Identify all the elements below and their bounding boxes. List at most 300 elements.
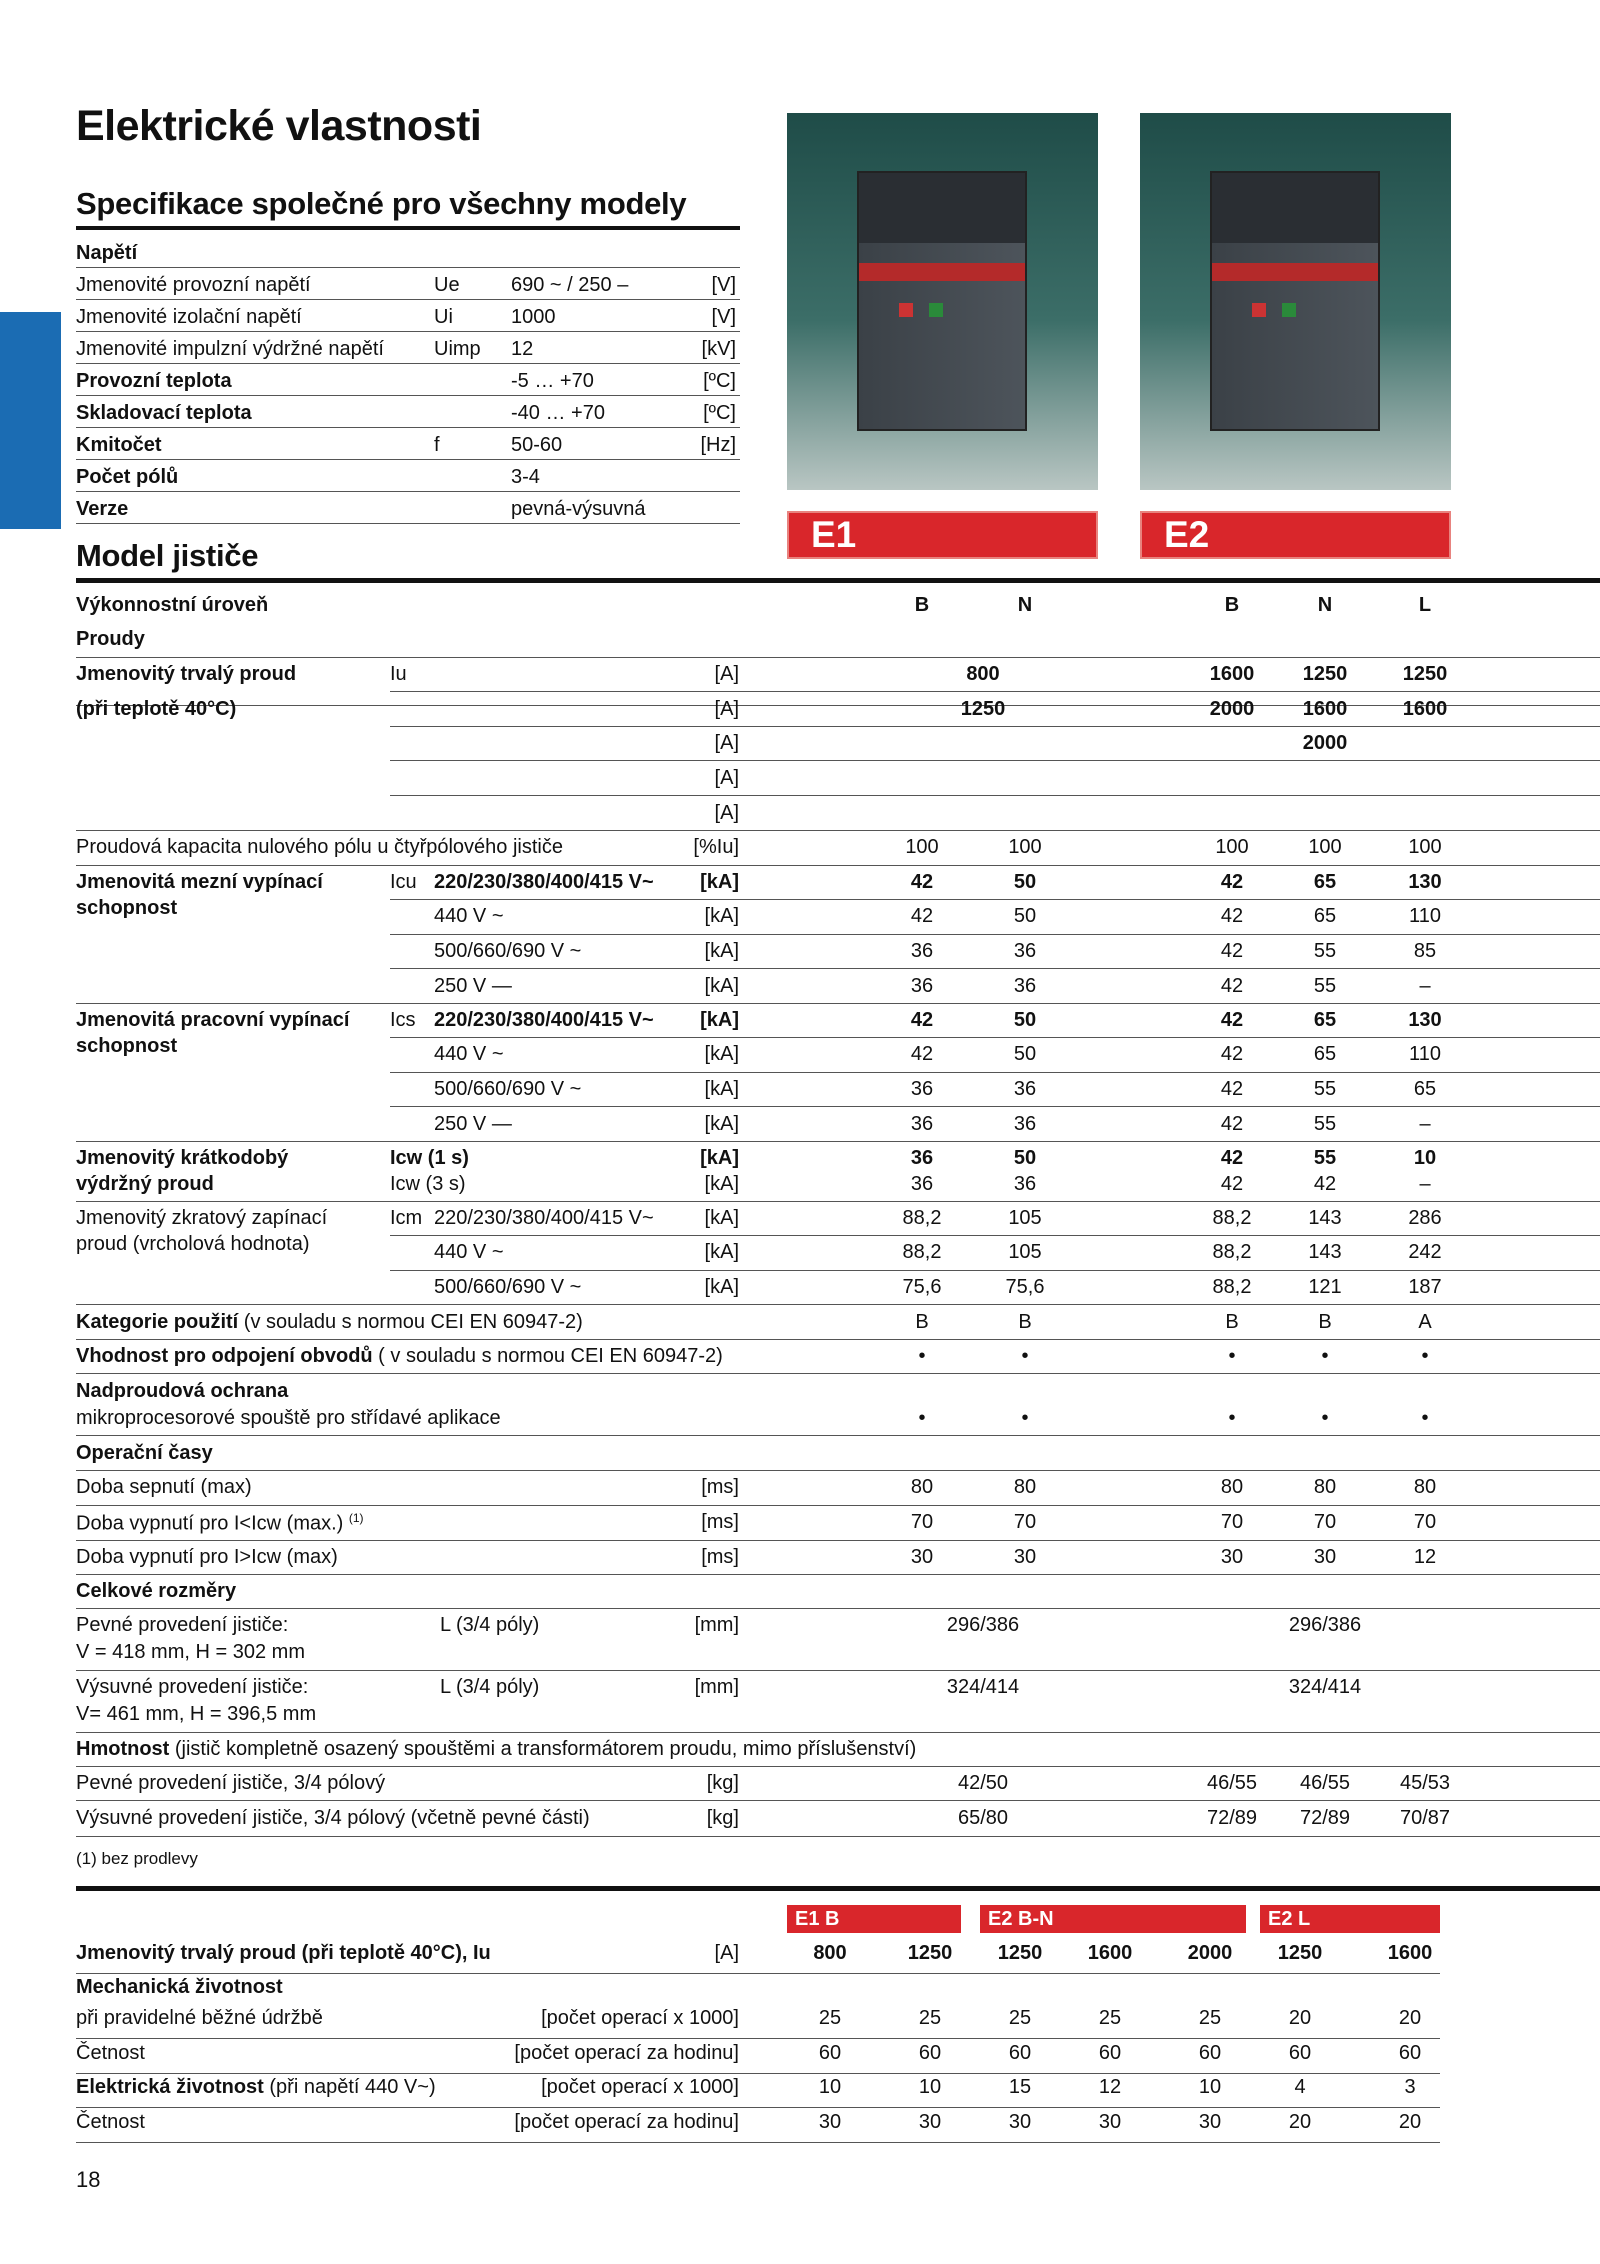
row-label: Proudy [76, 628, 145, 650]
row-value: 65 [1413, 1078, 1437, 1100]
row-divider [76, 1141, 1600, 1142]
row-value: 1600 [1302, 698, 1348, 720]
row-value: 70 [1313, 1511, 1337, 1533]
row-value: 55 [1313, 1078, 1337, 1100]
row-value: B [1224, 594, 1240, 616]
row-value: 55 [1313, 1113, 1337, 1135]
row-voltage: 220/230/380/400/415 V~ [434, 1207, 654, 1229]
row-voltage: 500/660/690 V ~ [434, 1078, 582, 1100]
life-row-value: 60 [1008, 2042, 1032, 2064]
life-row-unit: [počet operací x 1000] [541, 2076, 739, 2098]
model-heading: Model jističe [76, 538, 259, 573]
row-value: 100 [1308, 836, 1342, 858]
row-value: • [1021, 1345, 1029, 1367]
section-subtitle: Specifikace společné pro všechny modely [76, 186, 687, 221]
spec-val: 690 ~ / 250 – [511, 274, 629, 296]
row-label: Proudová kapacita nulového pólu u čtyřpólového jističe [76, 836, 563, 858]
row-value-e2: 296/386 [1288, 1614, 1362, 1636]
row-value: 70 [1413, 1511, 1437, 1533]
spec-unit: [ºC] [703, 402, 736, 424]
row-value: • [918, 1345, 926, 1367]
row-voltage: 250 V — [434, 1113, 512, 1135]
row-divider [76, 657, 1600, 658]
row-divider [76, 1670, 1600, 1671]
row-value: 50 [1013, 1009, 1037, 1031]
spec-unit: [kV] [701, 338, 736, 360]
spec-row [76, 332, 740, 364]
row-label: Jmenovitý trvalý proud [76, 663, 297, 685]
row-divider [76, 865, 1600, 866]
row-value: 42 [910, 871, 934, 893]
row-symbol: Ics [390, 1009, 416, 1031]
row-label: Doba vypnutí pro I>Icw (max) [76, 1546, 338, 1568]
row-label: Doba vypnutí pro I<Icw (max.) $^{(1)}$ [76, 1511, 364, 1535]
row-unit: [kg] [706, 1807, 739, 1829]
row-divider [390, 934, 1600, 935]
life-row-divider [76, 2142, 1440, 2143]
life-row-unit: [A] [714, 1942, 739, 1964]
row-label-cont: schopnost [76, 897, 178, 919]
row-unit: [A] [714, 663, 739, 685]
row-value: 65 [1313, 1009, 1337, 1031]
life-row-value: 60 [1098, 2042, 1122, 2064]
row-value: 42 [1220, 1173, 1244, 1195]
row-value: 36 [1013, 1113, 1037, 1135]
row-pole-count: L (3/4 póly) [440, 1676, 540, 1698]
row-unit: [kA] [704, 975, 739, 997]
row-unit: [ms] [701, 1476, 739, 1498]
life-row-value: 4 [1294, 2076, 1306, 2098]
row-value: 121 [1308, 1276, 1342, 1298]
row-value: 42 [1313, 1173, 1337, 1195]
spec-row [76, 300, 740, 332]
e1-breaker-photo [787, 113, 1098, 490]
row-value: 65 [1313, 871, 1337, 893]
spec-unit: [V] [711, 274, 736, 296]
life-row-value: 1250 [1277, 1942, 1323, 1964]
row-divider [390, 760, 1600, 761]
spec-label: Provozní teplota [76, 370, 232, 392]
row-label: Pevné provedení jističe, 3/4 pólový [76, 1772, 386, 1794]
row-value: 70 [910, 1511, 934, 1533]
row-value: 2000 [1209, 698, 1255, 720]
row-label: Výsuvné provedení jističe, 3/4 pólový (včetně pevné části) [76, 1807, 590, 1829]
row-unit: [kA] [704, 1043, 739, 1065]
row-value: 65 [1313, 1043, 1337, 1065]
row-label: Jmenovitý zkratový zapínací [76, 1207, 328, 1229]
row-value: 42 [910, 1009, 934, 1031]
row-value: • [1021, 1407, 1029, 1429]
e1-model-badge: E1 [787, 511, 1098, 559]
row-value: A [1418, 1311, 1432, 1333]
row-symbol: Iu [390, 663, 407, 685]
row-divider [390, 691, 1600, 692]
row-value: 80 [910, 1476, 934, 1498]
row-value: 80 [1013, 1476, 1037, 1498]
row-divider [76, 1373, 1600, 1374]
life-row-label: Mechanická životnost [76, 1976, 283, 1998]
e2-model-badge: E2 [1140, 511, 1451, 559]
row-divider [76, 1732, 1600, 1733]
row-value: 80 [1220, 1476, 1244, 1498]
life-row-value: 1250 [907, 1942, 953, 1964]
spec-row [76, 236, 740, 268]
row-divider [76, 1608, 1600, 1609]
row-value: 42 [910, 905, 934, 927]
spec-sym: f [434, 434, 440, 456]
spec-val: -5 … +70 [511, 370, 594, 392]
row-value: 1250 [1302, 663, 1348, 685]
life-row-divider [76, 2038, 1440, 2039]
row-value: – [1419, 975, 1431, 997]
spec-row [76, 268, 740, 300]
row-value: 75,6 [902, 1276, 942, 1298]
life-row-value: 10 [1198, 2076, 1222, 2098]
row-value: 88,2 [1212, 1241, 1252, 1263]
row-label: mikroprocesorové spouště pro střídavé aplikace [76, 1407, 501, 1429]
row-value: N [1317, 594, 1333, 616]
row-unit: [A] [714, 698, 739, 720]
row-value: 130 [1408, 871, 1442, 893]
row-label: Výsuvné provedení jističe: [76, 1676, 309, 1698]
row-label: Operační časy [76, 1442, 213, 1464]
row-divider [390, 726, 1600, 727]
row-voltage: 500/660/690 V ~ [434, 1276, 582, 1298]
row-value: B [915, 1311, 929, 1333]
row-label: Vhodnost pro odpojení obvodů ( v souladu s normou CEI EN 60947-2) [76, 1345, 723, 1367]
row-value: 42 [910, 1043, 934, 1065]
life-row-label: Četnost [76, 2042, 145, 2064]
row-unit: [ms] [701, 1511, 739, 1533]
row-value: 36 [910, 975, 934, 997]
row-unit: [kA] [704, 1276, 739, 1298]
row-value: • [918, 1407, 926, 1429]
subtitle-rule [76, 226, 740, 230]
life-row-value: 20 [1288, 2111, 1312, 2133]
row-divider [76, 1339, 1600, 1340]
life-row-value: 60 [918, 2042, 942, 2064]
row-symbol: Icm [390, 1207, 423, 1229]
row-divider [390, 1037, 1600, 1038]
row-value-e1: 800 [966, 663, 1000, 685]
row-divider [76, 1836, 1600, 1837]
life-row-label: Četnost [76, 2111, 145, 2133]
row-value: 85 [1413, 940, 1437, 962]
row-unit: [%Iu] [693, 836, 739, 858]
row-value: 36 [1013, 975, 1037, 997]
spec-label: Jmenovité izolační napětí [76, 306, 302, 328]
row-value: 70 [1013, 1511, 1037, 1533]
row-value: 110 [1409, 1043, 1441, 1065]
life-row-unit: [počet operací x 1000] [541, 2007, 739, 2029]
life-row-value: 20 [1288, 2007, 1312, 2029]
life-row-value: 10 [818, 2076, 842, 2098]
row-label: Jmenovitá pracovní vypínací [76, 1009, 350, 1031]
row-value: 70 [1220, 1511, 1244, 1533]
footnote: (1) bez prodlevy [76, 1849, 198, 1868]
row-value: 42 [1220, 1009, 1244, 1031]
row-value: 36 [1013, 1173, 1037, 1195]
row-divider [76, 1304, 1600, 1305]
row-value: L [1418, 594, 1432, 616]
row-unit: [A] [714, 802, 739, 824]
life-row-label: Elektrická životnost (při napětí 440 V~) [76, 2076, 436, 2098]
spec-label: Skladovací teplota [76, 402, 252, 424]
spec-label: Verze [76, 498, 129, 520]
e1b-badge: E1 B [787, 1905, 961, 1933]
row-voltage: 220/230/380/400/415 V~ [434, 1009, 654, 1031]
spec-val: 50-60 [511, 434, 563, 456]
row-unit: [kA] [704, 1113, 739, 1135]
life-row-divider [76, 1973, 1440, 1974]
row-value: 143 [1308, 1207, 1342, 1229]
row-value: 42 [1220, 1078, 1244, 1100]
row-label: Nadproudová ochrana [76, 1380, 289, 1402]
row-value: 100 [905, 836, 939, 858]
row-label: výdržný proud [76, 1173, 214, 1195]
row-value: 80 [1413, 1476, 1437, 1498]
row-value: 36 [1013, 940, 1037, 962]
row-unit: [kg] [706, 1772, 739, 1794]
row-value: 36 [1013, 1078, 1037, 1100]
e2bn-badge: E2 B-N [980, 1905, 1246, 1933]
row-divider [390, 1235, 1600, 1236]
row-unit: [kA] [704, 1078, 739, 1100]
life-row-divider [76, 2073, 1440, 2074]
spec-val: 3-4 [511, 466, 540, 488]
row-value: 105 [1008, 1207, 1042, 1229]
row-value: 65 [1313, 905, 1337, 927]
row-value: B [1018, 1311, 1032, 1333]
row-value: 50 [1013, 1043, 1037, 1065]
life-row-value: 25 [818, 2007, 842, 2029]
row-value: B [1225, 1311, 1239, 1333]
spec-sym: Ui [434, 306, 453, 328]
row-value: 12 [1413, 1546, 1437, 1568]
row-divider [76, 1540, 1600, 1541]
row-unit: [A] [714, 767, 739, 789]
life-row-value: 60 [1398, 2042, 1422, 2064]
row-unit: [kA] [704, 905, 739, 927]
page-title: Elektrické vlastnosti [76, 102, 482, 150]
row-symbol: Icw (3 s) [390, 1173, 466, 1195]
row-divider [390, 1270, 1600, 1271]
row-label: Výkonnostní úroveň [76, 594, 269, 616]
life-row-value: 30 [1008, 2111, 1032, 2133]
spec-row [76, 364, 740, 396]
row-value: 36 [910, 1173, 934, 1195]
row-value: 46/55 [1299, 1772, 1351, 1794]
row-value: 42 [1220, 905, 1244, 927]
e2l-badge: E2 L [1260, 1905, 1440, 1933]
life-row-value: 25 [918, 2007, 942, 2029]
row-value: 1250 [1402, 663, 1448, 685]
spec-row [76, 396, 740, 428]
row-value: 1600 [1402, 698, 1448, 720]
spec-val: -40 … +70 [511, 402, 605, 424]
row-value: 55 [1313, 940, 1337, 962]
row-value: 187 [1408, 1276, 1442, 1298]
row-value: B [914, 594, 930, 616]
row-value: 30 [1013, 1546, 1037, 1568]
row-value: 55 [1313, 1147, 1337, 1169]
row-value: 55 [1313, 975, 1337, 997]
row-divider [76, 830, 1600, 831]
row-value: 100 [1408, 836, 1442, 858]
row-unit: [ms] [701, 1546, 739, 1568]
row-label: Hmotnost (jistič kompletně osazený spouštěmi a transformátorem proudu, mimo příslušenství) [76, 1738, 917, 1760]
life-row-value: 60 [1288, 2042, 1312, 2064]
row-divider [390, 968, 1600, 969]
life-row-value: 25 [1008, 2007, 1032, 2029]
row-voltage: 500/660/690 V ~ [434, 940, 582, 962]
row-voltage: 440 V ~ [434, 905, 504, 927]
spec-val: 1000 [511, 306, 556, 328]
life-row-value: 3 [1404, 2076, 1416, 2098]
spec-val: 12 [511, 338, 534, 360]
row-label: Jmenovitý krátkodobý [76, 1147, 289, 1169]
row-divider [76, 1003, 1600, 1004]
row-value: • [1421, 1345, 1429, 1367]
row-value: – [1419, 1113, 1431, 1135]
row-label: Pevné provedení jističe: [76, 1614, 289, 1636]
life-row-value: 20 [1398, 2007, 1422, 2029]
row-value: 88,2 [1212, 1276, 1252, 1298]
spec-label: Jmenovité impulzní výdržné napětí [76, 338, 384, 360]
life-row-unit: [počet operací za hodinu] [514, 2111, 739, 2133]
row-value: 286 [1408, 1207, 1442, 1229]
row-value-e1: 296/386 [946, 1614, 1020, 1636]
life-row-value: 1600 [1387, 1942, 1433, 1964]
row-label: Doba sepnutí (max) [76, 1476, 252, 1498]
row-voltage: 440 V ~ [434, 1043, 504, 1065]
row-unit: [kA] [704, 1207, 739, 1229]
spec-row [76, 492, 740, 524]
row-value: 72/89 [1206, 1807, 1258, 1829]
life-row-value: 2000 [1187, 1942, 1233, 1964]
row-pole-count: L (3/4 póly) [440, 1614, 540, 1636]
spec-label: Kmitočet [76, 434, 162, 456]
row-value: 42 [1220, 1113, 1244, 1135]
life-row-label: Jmenovitý trvalý proud (při teplotě 40°C), Iu [76, 1942, 491, 1964]
life-row-value: 30 [818, 2111, 842, 2133]
row-value: 36 [910, 1147, 934, 1169]
row-symbol: Icu [390, 871, 417, 893]
row-divider [390, 795, 1600, 796]
row-value: 30 [1313, 1546, 1337, 1568]
row-value: 72/89 [1299, 1807, 1351, 1829]
row-label: V= 461 mm, H = 396,5 mm [76, 1703, 317, 1725]
row-divider [76, 1470, 1600, 1471]
row-value: 50 [1013, 1147, 1037, 1169]
life-row-value: 15 [1008, 2076, 1032, 2098]
life-row-value: 60 [1198, 2042, 1222, 2064]
life-row-value: 12 [1098, 2076, 1122, 2098]
row-value: 42 [1220, 975, 1244, 997]
spec-sym: Ue [434, 274, 460, 296]
table-top-rule [76, 578, 1600, 583]
row-unit: [kA] [700, 871, 739, 893]
row-value: 45/53 [1399, 1772, 1451, 1794]
row-value: 1600 [1209, 663, 1255, 685]
row-value: 50 [1013, 871, 1037, 893]
row-unit: [kA] [700, 1009, 739, 1031]
spec-sym: Uimp [434, 338, 481, 360]
row-divider [76, 1435, 1600, 1436]
row-value: 143 [1308, 1241, 1342, 1263]
row-divider [76, 1505, 1600, 1506]
life-table-top-rule [76, 1886, 1600, 1891]
row-value-e1: 324/414 [946, 1676, 1020, 1698]
row-value: • [1321, 1345, 1329, 1367]
life-row-divider [76, 2107, 1440, 2108]
life-row-value: 1600 [1087, 1942, 1133, 1964]
row-divider [76, 1201, 1600, 1202]
row-divider [390, 1106, 1600, 1107]
row-value: 110 [1409, 905, 1441, 927]
life-row-value: 30 [918, 2111, 942, 2133]
row-unit: [kA] [700, 1147, 739, 1169]
life-row-label: při pravidelné běžné údržbě [76, 2007, 323, 2029]
row-divider [390, 1072, 1600, 1073]
row-value: 50 [1013, 905, 1037, 927]
row-value: • [1228, 1345, 1236, 1367]
row-unit: [mm] [694, 1676, 739, 1698]
row-label-cont: proud (vrcholová hodnota) [76, 1233, 310, 1255]
row-value: B [1318, 1311, 1332, 1333]
row-value: 46/55 [1206, 1772, 1258, 1794]
life-row-value: 25 [1198, 2007, 1222, 2029]
row-value: 30 [910, 1546, 934, 1568]
life-row-value: 25 [1098, 2007, 1122, 2029]
spec-row [76, 428, 740, 460]
row-divider [76, 1800, 1600, 1801]
spec-unit: [Hz] [700, 434, 736, 456]
spec-label: Počet pólů [76, 466, 179, 488]
life-row-value: 10 [918, 2076, 942, 2098]
row-value: 130 [1408, 1009, 1442, 1031]
row-value: N [1017, 594, 1033, 616]
row-value: 80 [1313, 1476, 1337, 1498]
row-unit: [kA] [704, 1173, 739, 1195]
row-voltage: 440 V ~ [434, 1241, 504, 1263]
row-divider [76, 1766, 1600, 1767]
row-value-e1: 42/50 [957, 1772, 1009, 1794]
row-value: 88,2 [1212, 1207, 1252, 1229]
life-row-value: 30 [1198, 2111, 1222, 2133]
row-value: – [1419, 1173, 1431, 1195]
row-label: Kategorie použití (v souladu s normou CEI EN 60947-2) [76, 1311, 583, 1333]
row-value: 88,2 [902, 1241, 942, 1263]
life-row-value: 60 [818, 2042, 842, 2064]
row-value: 2000 [1302, 732, 1348, 754]
row-label: Celkové rozměry [76, 1580, 237, 1602]
row-value: 242 [1408, 1241, 1442, 1263]
row-value: • [1321, 1407, 1329, 1429]
row-value: 105 [1008, 1241, 1042, 1263]
row-value: 42 [1220, 871, 1244, 893]
life-row-value: 20 [1398, 2111, 1422, 2133]
row-divider [76, 1574, 1600, 1575]
spec-label: Napětí [76, 242, 138, 264]
row-divider [76, 705, 1600, 706]
e2-breaker-photo [1140, 113, 1451, 490]
row-value: 70/87 [1399, 1807, 1451, 1829]
spec-unit: [V] [711, 306, 736, 328]
row-label-cont: schopnost [76, 1035, 178, 1057]
row-divider [390, 899, 1600, 900]
row-unit: [mm] [694, 1614, 739, 1636]
